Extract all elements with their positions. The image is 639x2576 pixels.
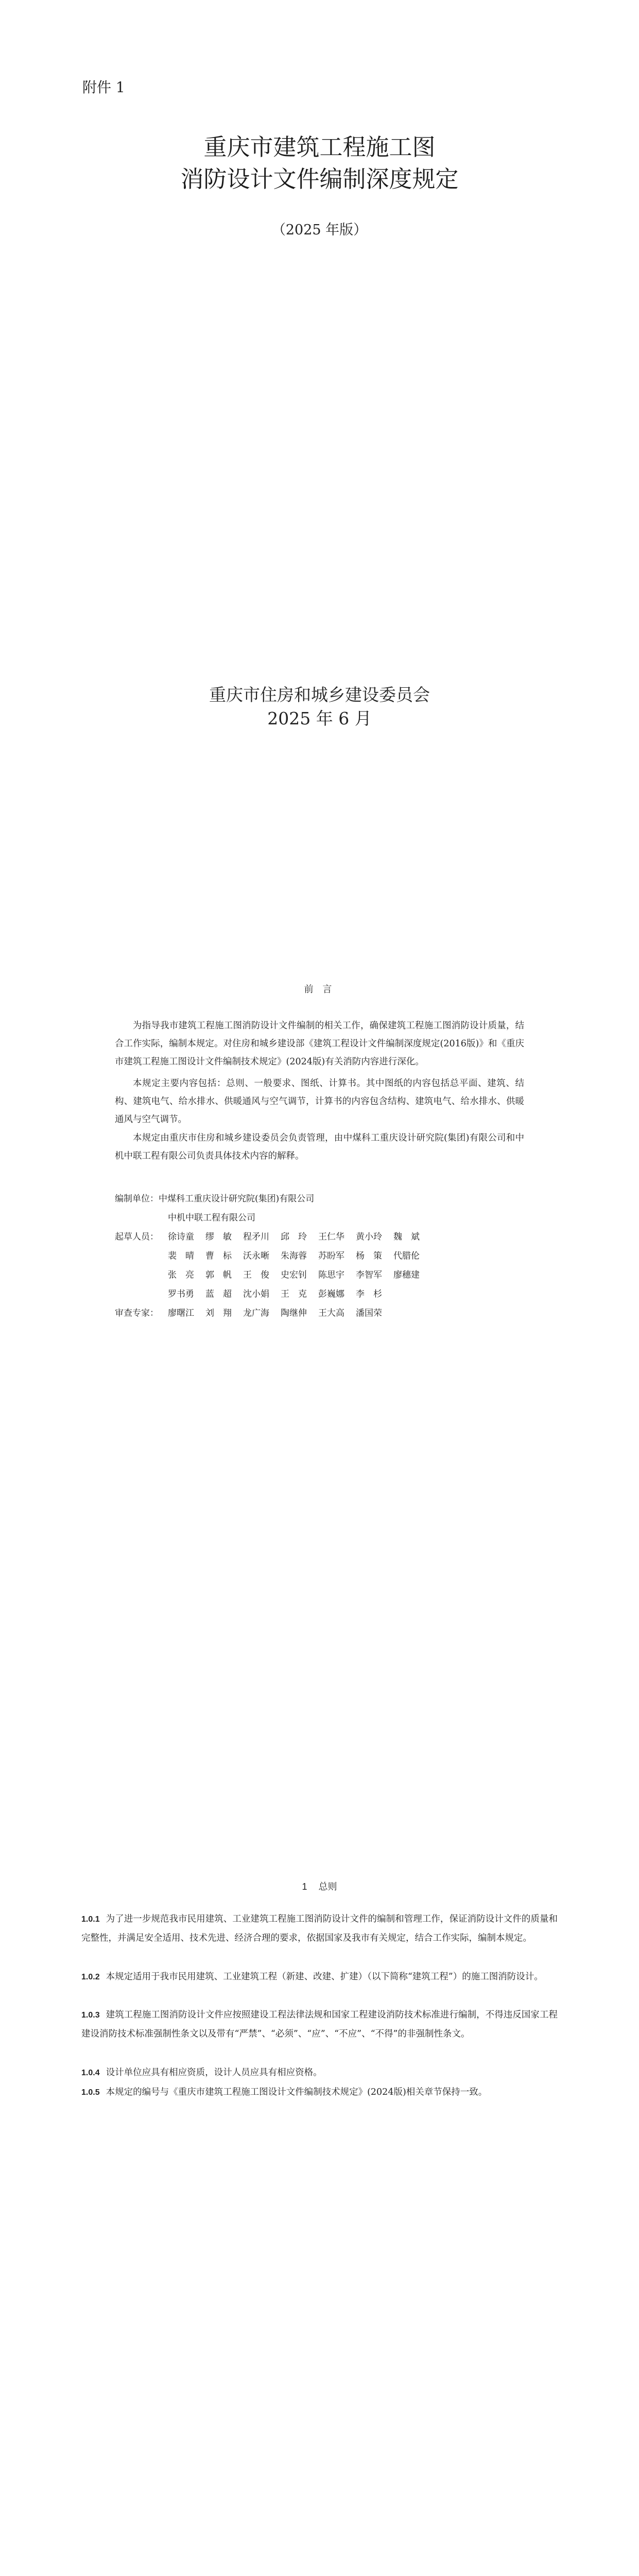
- reviewer-name: 刘 翔: [205, 1308, 232, 1318]
- drafter-name: 杨 策: [356, 1251, 382, 1261]
- edition-label: （2025 年版）: [271, 222, 368, 238]
- drafter-name: 郭 帆: [205, 1270, 232, 1280]
- clause-text: 为了进一步规范我市民用建筑、工业建筑工程施工图消防设计文件的编制和管理工作，保证消防设计文件的质量和完整性，并满足安全适用、技术先进、经济合理的要求，依据国家及我市有关规定，结合工作实际，编制本规定。: [81, 1914, 558, 1943]
- issuer-name: 重庆市住房和城乡建设委员会: [209, 685, 430, 705]
- clause: [81, 1910, 558, 1947]
- clause-number: 1.0.5: [81, 2088, 100, 2097]
- preface-paragraph: 为指导我市建筑工程施工图消防设计文件编制的相关工作，确保建筑工程施工图消防设计质量，结合工作实际，编制本规定。对住房和城乡建设部《建筑工程设计文件编制深度规定(2016版)》和《重庆市建筑工程施工图设计文件编制技术规定》(2024版)有关消防内容进行深化。: [115, 1021, 524, 1067]
- drafter-name: 陈思宇: [318, 1270, 344, 1280]
- compiler-name: 中机中联工程有限公司: [168, 1213, 255, 1223]
- clause-text: 建筑工程施工图消防设计文件应按照建设工程法律法规和国家工程建设消防技术标准进行编制，不得违反国家工程建设消防技术标准强制性条文以及带有“严禁”、“必须”、“应”、“不应”、“不得”的非强制性条文。: [81, 2010, 558, 2039]
- drafters-row: [168, 1285, 393, 1303]
- drafter-name: 王 克: [281, 1289, 307, 1299]
- drafter-name: 邱 玲: [281, 1232, 307, 1242]
- drafter-name: 缪 敏: [205, 1232, 232, 1242]
- drafter-name: 罗书勇: [168, 1289, 194, 1299]
- drafter-name: 徐诗童: [168, 1232, 194, 1242]
- document-title-line2: 消防设计文件编制深度规定: [180, 165, 459, 193]
- clause-number: 1.0.1: [81, 1915, 100, 1924]
- drafter-name: 代腊伦: [393, 1251, 420, 1261]
- clause: [81, 2006, 558, 2043]
- reviewers-row: [168, 1304, 393, 1323]
- reviewer-name: 潘国荣: [356, 1308, 382, 1318]
- drafter-name: 沃永晰: [243, 1251, 269, 1261]
- drafter-name: 史宏钊: [281, 1270, 307, 1280]
- drafters-label: 起草人员：: [115, 1232, 159, 1242]
- drafter-name: 李智军: [356, 1270, 382, 1280]
- drafter-name: 魏 斌: [393, 1232, 420, 1242]
- attachment-label: 附件 1: [82, 79, 125, 96]
- section-heading: 总则: [318, 1882, 337, 1892]
- reviewer-name: 龙广海: [243, 1308, 269, 1318]
- clause-number: 1.0.3: [81, 2011, 100, 2020]
- clause: [81, 1968, 558, 1987]
- drafter-name: 朱海蓉: [281, 1251, 307, 1261]
- clause: [81, 2083, 558, 2102]
- drafter-name: 沈小娟: [243, 1289, 269, 1299]
- drafter-name: 裴 晴: [168, 1251, 194, 1261]
- drafter-name: 王仁华: [318, 1232, 344, 1242]
- compiler-label: 编制单位：: [115, 1194, 159, 1204]
- document-title-line1: 重庆市建筑工程施工图: [203, 133, 436, 161]
- drafter-name: 曹 标: [205, 1251, 232, 1261]
- compiler-row: [115, 1190, 314, 1208]
- compiler-row: [168, 1209, 255, 1227]
- compiler-name: 中煤科工重庆设计研究院(集团)有限公司: [159, 1194, 315, 1204]
- section-number: 1: [302, 1882, 307, 1892]
- drafter-name: 廖穗建: [393, 1270, 420, 1280]
- clause-text: 本规定适用于我市民用建筑、工业建筑工程（新建、改建、扩建）（以下简称“建筑工程”）的施工图消防设计。: [106, 1972, 543, 1982]
- drafter-name: 张 亮: [168, 1270, 194, 1280]
- drafter-name: 蓝 超: [205, 1289, 232, 1299]
- drafter-name: 彭巍娜: [318, 1289, 344, 1299]
- drafters-row: [168, 1247, 431, 1265]
- clause-number: 1.0.2: [81, 1973, 100, 1981]
- drafters-row: [168, 1266, 431, 1284]
- drafter-name: 程矛川: [243, 1232, 269, 1242]
- preface-title: 前 言: [304, 984, 335, 995]
- clause: [81, 2063, 558, 2082]
- drafter-name: 苏盼军: [318, 1251, 344, 1261]
- reviewers-label: 审查专家：: [115, 1308, 159, 1318]
- drafter-name: 李 杉: [356, 1289, 382, 1299]
- preface-paragraph: 本规定主要内容包括：总则、一般要求、图纸、计算书。其中图纸的内容包括总平面、建筑、结构、建筑电气、给水排水、供暖通风与空气调节，计算书的内容包含结构、建筑电气、给水排水、供暖通风与空气调节。: [115, 1078, 524, 1125]
- reviewer-name: 王大高: [318, 1308, 344, 1318]
- clause-text: 本规定的编号与《重庆市建筑工程施工图设计文件编制技术规定》(2024版)相关章节保持一致。: [106, 2087, 488, 2097]
- preface-paragraph: 本规定由重庆市住房和城乡建设委员会负责管理，由中煤科工重庆设计研究院(集团)有限公司和中机中联工程有限公司负责具体技术内容的解释。: [115, 1133, 524, 1161]
- reviewer-name: 陶继伸: [281, 1308, 307, 1318]
- clause-number: 1.0.4: [81, 2069, 100, 2077]
- drafter-name: 黄小玲: [356, 1232, 382, 1242]
- reviewer-name: 廖曙江: [168, 1308, 194, 1318]
- section-title: [0, 1879, 639, 1893]
- issue-date: 2025 年 6 月: [267, 708, 372, 728]
- drafter-name: 王 俊: [243, 1270, 269, 1280]
- drafters-row: [168, 1228, 431, 1246]
- clause-text: 设计单位应具有相应资质，设计人员应具有相应资格。: [106, 2067, 322, 2078]
